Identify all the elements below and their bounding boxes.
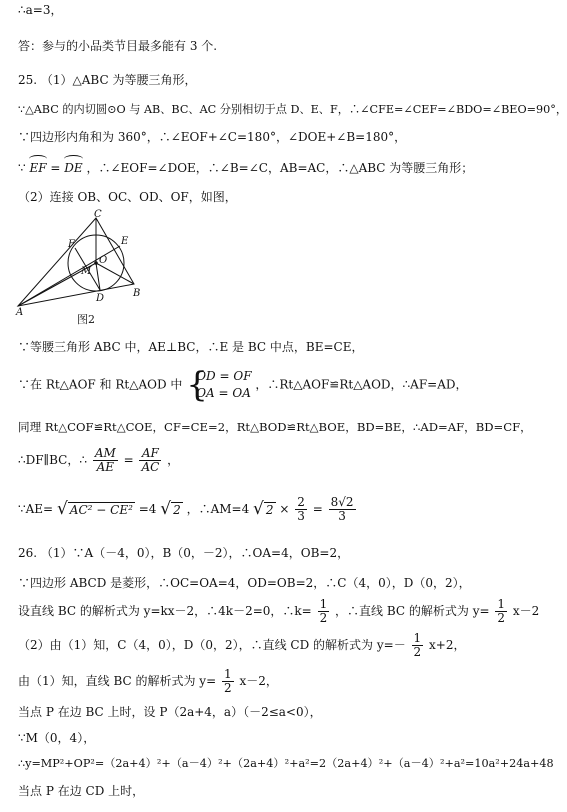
fraction-af-ac [139, 447, 161, 474]
fraction-half [318, 598, 330, 625]
because-symbol: ∵ [18, 161, 26, 175]
text-line-2: 答：参与的小品类节目最多能有 3 个. [18, 39, 218, 53]
system-row-1: OD = OF [196, 369, 252, 383]
text-line-5: ∵四边形内角和为 360°，∴∠EOF+∠C=180°，∠DOE+∠B=180°， [18, 130, 407, 144]
arc-de: DE [64, 158, 82, 176]
numerator: 1 [413, 631, 422, 645]
line-6-text: ，∴∠EOF=∠DOE，∴∠B=∠C，AB=AC，∴△ABC 为等腰三角形； [86, 161, 474, 175]
text-line-18: 当点 P 在边 BC 上时，设 P（2a+4，a）（－2≤a<0）， [18, 705, 322, 719]
geometry-figure [16, 209, 148, 318]
radicand: 2 [173, 503, 181, 517]
text-line-8: ∵等腰三角形 ABC 中，AE⊥BC，∴E 是 BC 中点，BE=CE， [18, 340, 364, 354]
line-16-suffix: x+2， [429, 638, 466, 652]
line-15-prefix: 设直线 BC 的解析式为 y=kx－2，∴4k－2=0，∴k= [18, 604, 312, 618]
label-o: O [99, 255, 108, 266]
line-9-prefix: ∵在 Rt△AOF 和 Rt△AOD 中 [18, 377, 183, 392]
text-line-6 [18, 158, 473, 176]
text-line-11 [18, 447, 179, 474]
line-12-prefix: ∵AE= [18, 502, 54, 516]
equals-sign: = [123, 453, 138, 467]
line-12-mid: =4 [138, 502, 157, 516]
equals-sign: = [50, 161, 65, 175]
fraction-half [412, 632, 424, 659]
line-11-prefix: ∴DF∥BC，∴ [18, 453, 87, 467]
line-9-suffix: ，∴Rt△AOF≌Rt△AOD，∴AF=AD， [255, 377, 468, 392]
text-line-21: 当点 P 在边 CD 上时， [18, 784, 145, 798]
triangle-abc [18, 218, 134, 306]
line-11-suffix: ， [167, 453, 180, 467]
text-line-7: （2）连接 OB、OC、OD、OF，如图， [18, 190, 237, 204]
text-line-20: ∴y=MP²+OP²=（2a+4）²+（a－4）²+（2a+4）²+a²=2（2a+4）²+（a－4）²+a²=10a²+24a+48 [18, 757, 554, 770]
text-line-1: ∴a=3， [18, 3, 63, 17]
denominator: AE [96, 460, 114, 474]
text-line-4: ∵△ABC 的内切圆⊙O 与 AB、BC、AC 分别相切于点 D、E、F，∴∠CFE=∠CEF=∠BDO=∠BEO=90°， [18, 103, 567, 116]
fraction-two-thirds [295, 496, 307, 523]
line-17-suffix: x－2， [239, 674, 278, 688]
fraction-half [222, 668, 234, 695]
text-line-13: 26. （1）∵A（－4，0），B（0，－2），∴OA=4，OB=2， [18, 546, 350, 560]
equation-system [186, 365, 252, 405]
sqrt-two-b: √ 2 [253, 499, 274, 519]
text-line-12 [18, 496, 358, 523]
arc-ef: EF [29, 158, 46, 176]
denominator: AC [141, 460, 160, 474]
label-f: F [68, 239, 75, 250]
text-line-19: ∵M（0，4）， [18, 731, 96, 745]
numerator: 1 [497, 597, 506, 611]
numerator: AM [94, 446, 116, 460]
text-line-15 [18, 598, 539, 625]
denominator: 2 [319, 611, 328, 625]
label-d: D [96, 293, 105, 304]
fraction-half-b [495, 598, 507, 625]
label-a: A [16, 307, 24, 318]
center-point-o [94, 261, 98, 265]
label-e: E [121, 236, 129, 247]
line-15-suffix: x－2 [512, 604, 540, 618]
text-line-3: 25. （1）△ABC 为等腰三角形， [18, 73, 197, 87]
denominator: 3 [338, 509, 346, 523]
text-line-9 [18, 365, 468, 405]
label-m: M [81, 266, 92, 277]
denominator: 2 [413, 645, 422, 659]
numerator: 8√2 [330, 495, 354, 509]
sqrt-expression: √ AC² − CE² [56, 499, 133, 519]
line-15-mid: ，∴直线 BC 的解析式为 y= [335, 604, 490, 618]
fraction-am-ae [93, 447, 118, 474]
denominator: 2 [223, 681, 232, 695]
label-c: C [94, 209, 102, 220]
fraction-result [329, 496, 356, 523]
denominator: 3 [297, 509, 305, 523]
text-line-17 [18, 668, 278, 695]
times-sign: × [279, 502, 294, 516]
line-17-prefix: 由（1）知，直线 BC 的解析式为 y= [18, 674, 217, 688]
numerator: AF [139, 447, 161, 461]
system-row-2: OA = OA [196, 386, 251, 400]
radicand: AC² − CE² [69, 503, 133, 517]
label-b: B [133, 288, 141, 299]
sqrt-two: √ 2 [160, 499, 181, 519]
numerator: 1 [319, 597, 328, 611]
equals-sign: = [312, 502, 323, 516]
text-line-10: 同理 Rt△COF≌Rt△COE，CF=CE=2，Rt△BOD≌Rt△BOE，BD=BE，∴AD=AF，BD=CF， [18, 420, 532, 434]
numerator: 1 [223, 667, 232, 681]
figure-caption: 图2 [77, 313, 95, 326]
line-12-mid2: ，∴AM=4 [186, 502, 250, 516]
text-line-14: ∵四边形 ABCD 是菱形，∴OC=OA=4，OD=OB=2，∴C（4，0），D（0，2）， [18, 576, 471, 590]
text-line-16 [18, 632, 465, 659]
brace-symbol: { [186, 365, 208, 405]
radicand: 2 [265, 503, 274, 517]
denominator: 2 [497, 611, 506, 625]
line-16-prefix: （2）由（1）知，C（4，0），D（0，2），∴直线 CD 的解析式为 y=－ [18, 638, 406, 652]
numerator: 2 [297, 495, 305, 509]
